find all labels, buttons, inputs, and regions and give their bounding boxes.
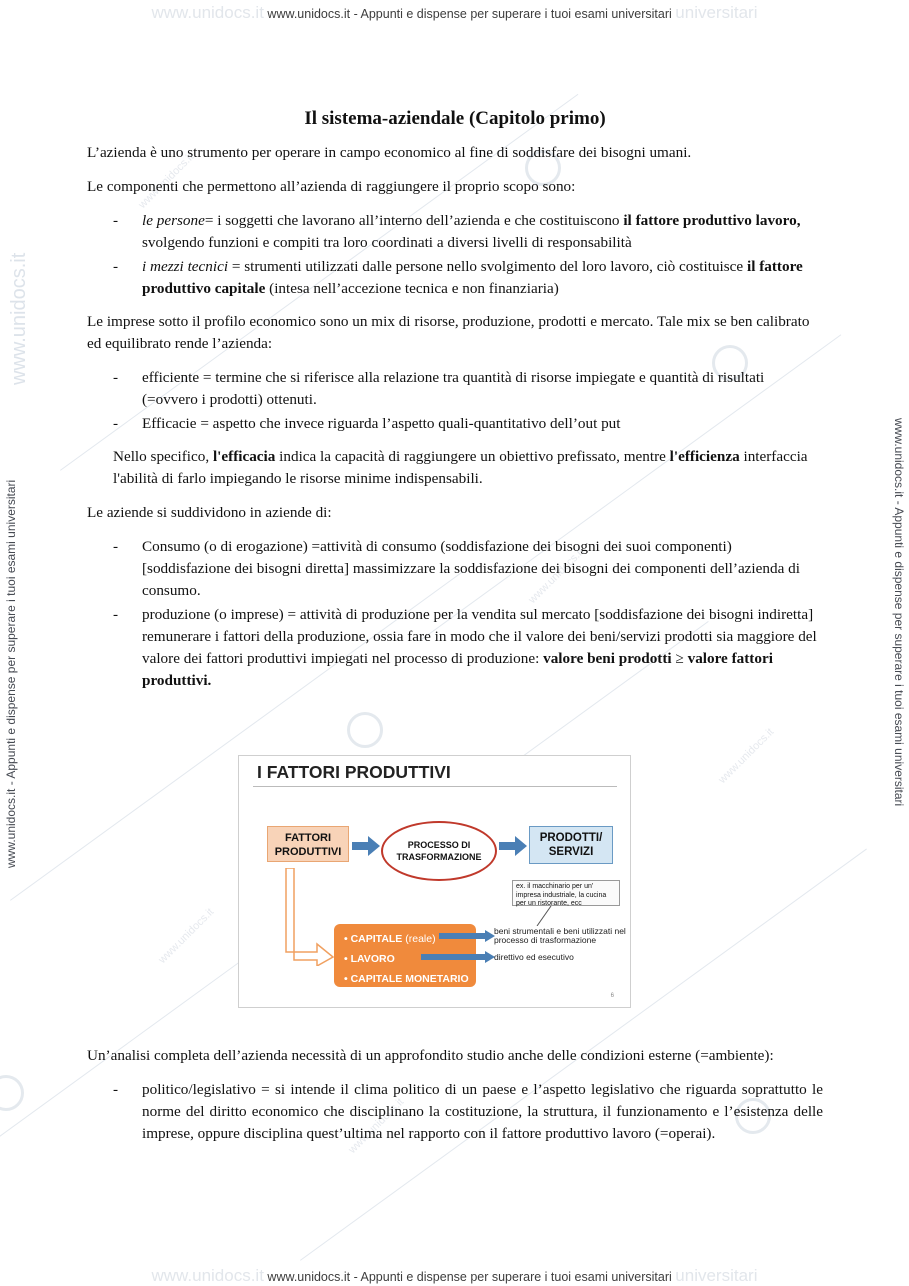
capitale-item: • CAPITALE bbox=[344, 933, 403, 945]
diagonal-watermark: www.unidocs.it bbox=[156, 906, 217, 966]
list-item: - Consumo (o di erogazione) =attività di consumo (soddisfazione dei bisogni dei suoi componenti) [soddisfazione dei bisogni diretta] massimizzare la soddisfazione dei bisogni dei componenti dell’azienda di consumo. bbox=[113, 538, 800, 599]
header-bg-text: universitari bbox=[675, 3, 758, 22]
slide-page-number: 6 bbox=[610, 993, 614, 999]
arrow-right-icon bbox=[421, 951, 495, 963]
list-item: - Efficacie = aspetto che invece riguarda l’aspetto quali-quantitativo dell’out put bbox=[113, 415, 621, 432]
header-text[interactable]: www.unidocs.it - Appunti e dispense per superare i tuoi esami universitari bbox=[267, 7, 672, 21]
prodotti-servizi-box: PRODOTTI/ SERVIZI bbox=[529, 826, 613, 864]
list-item: - politico/legislativo = si intende il clima politico di un paese e l’aspetto legislativo che riguarda soprattutto le norme del diritto economico che disciplinano la costituzione, la struttura, il funzionamento e l’esistenza delle imprese, oppure disciplina quest’ultima nel rapporto con il fattore produttivo lavoro (=operai). bbox=[113, 1081, 823, 1142]
fattori-produttivi-box: FATTORI PRODUTTIVI bbox=[267, 826, 349, 862]
list-item: - le persone= i soggetti che lavorano all’interno dell’azienda e che costituiscono il fattore produttivo lavoro, svolgendo funzioni e compiti tra loro coordinati a diversi livelli di responsabilità bbox=[113, 212, 801, 251]
right-side-watermark: www.unidocs.it - Appunti e dispense per superare i tuoi esami universitari bbox=[892, 418, 906, 807]
document-body bbox=[87, 108, 823, 703]
list-item: - i mezzi tecnici = strumenti utilizzati dalle persone nello svolgimento del loro lavoro, ciò costituisce il fattore produttivo capitale (intesa nell’accezione tecnica e non finanziaria) bbox=[113, 258, 803, 297]
footer-bg-text: www.unidocs.it bbox=[151, 1266, 264, 1285]
paragraph: Le aziende si suddividono in aziende di: bbox=[87, 504, 332, 521]
arrow-right-icon bbox=[499, 836, 527, 856]
figure-divider bbox=[253, 786, 617, 787]
processo-trasformazione-ellipse: PROCESSO DI TRASFORMAZIONE bbox=[381, 821, 497, 881]
efficiency-list bbox=[87, 367, 823, 435]
production-factors-figure bbox=[238, 755, 631, 1008]
direttivo-label: direttivo ed esecutivo bbox=[494, 952, 574, 962]
example-note: ex. il macchinario per un' impresa industriale, la cucina per un ristorante, ecc bbox=[512, 880, 620, 906]
arrow-right-icon bbox=[439, 930, 495, 942]
environment-list bbox=[87, 1079, 823, 1145]
diagonal-watermark: www.unidocs.it bbox=[136, 151, 197, 211]
diagonal-watermark: www.unidocs.it bbox=[716, 726, 777, 786]
capitale-monetario-item: • CAPITALE MONETARIO bbox=[344, 973, 469, 985]
paragraph: Nello specifico, l'efficacia indica la capacità di raggiungere un obiettivo prefissato, mentre l'efficienza interfaccia l'abilità di farlo impiegando le risorse minime indispensabili. bbox=[113, 448, 808, 487]
footer-bg-text: universitari bbox=[675, 1266, 758, 1285]
header-bg-text: www.unidocs.it bbox=[151, 3, 264, 22]
paragraph: Un’analisi completa dell’azienda necessità di un approfondito studio anche delle condizioni esterne (=ambiente): bbox=[87, 1047, 774, 1064]
diagonal-watermark: www.unidocs.it bbox=[526, 546, 587, 606]
list-item: - efficiente = termine che si riferisce alla relazione tra quantità di risorse impiegate e quantità di risultati (=ovvero i prodotti) ottenuti. bbox=[113, 369, 765, 408]
figure-title: I FATTORI PRODUTTIVI bbox=[257, 762, 451, 782]
page-footer bbox=[0, 1266, 909, 1286]
page-header bbox=[0, 3, 909, 23]
unidocs-logo-watermark bbox=[0, 1075, 24, 1111]
capitale-reale-label: (reale) bbox=[402, 933, 436, 945]
arrow-right-icon bbox=[352, 836, 380, 856]
lavoro-item: • LAVORO bbox=[344, 953, 395, 965]
paragraph: L’azienda è uno strumento per operare in campo economico al fine di soddisfare dei bisogni umani. bbox=[87, 144, 692, 161]
page-title: Il sistema-aziendale (Capitolo primo) bbox=[304, 108, 606, 129]
diagonal-watermark: www.unidocs.it bbox=[346, 1096, 407, 1156]
connector-line bbox=[535, 906, 553, 926]
unidocs-logo-watermark bbox=[347, 712, 383, 748]
elbow-arrow-icon bbox=[283, 868, 335, 966]
paragraph: Le imprese sotto il profilo economico sono un mix di risorse, produzione, prodotti e mercato. Tale mix se ben calibrato ed equilibrato rende l’azienda: bbox=[87, 313, 810, 352]
list-item: - produzione (o imprese) = attività di produzione per la vendita sul mercato [soddisfazione dei bisogni indiretta] remunerare i fattori della produzione, ossia fare in modo che il valore dei beni/servizi prodotti sia maggiore del valore dei fattori produttivi impiegati nel processo di produzione: valore beni prodotti ≥ valore fattori produttivi. bbox=[113, 606, 817, 689]
beni-strumentali-label: beni strumentali e beni utilizzati nel processo di trasformazione bbox=[494, 926, 626, 945]
paragraph: Le componenti che permettono all’azienda di raggiungere il proprio scopo sono: bbox=[87, 178, 576, 195]
document-body-lower bbox=[87, 1045, 823, 1156]
left-side-bg-watermark: www.unidocs.it bbox=[8, 252, 30, 385]
footer-text[interactable]: www.unidocs.it - Appunti e dispense per superare i tuoi esami universitari bbox=[267, 1270, 672, 1284]
left-side-watermark: www.unidocs.it - Appunti e dispense per superare i tuoi esami universitari bbox=[4, 479, 18, 868]
components-list bbox=[87, 210, 823, 300]
company-types-list bbox=[87, 536, 823, 692]
